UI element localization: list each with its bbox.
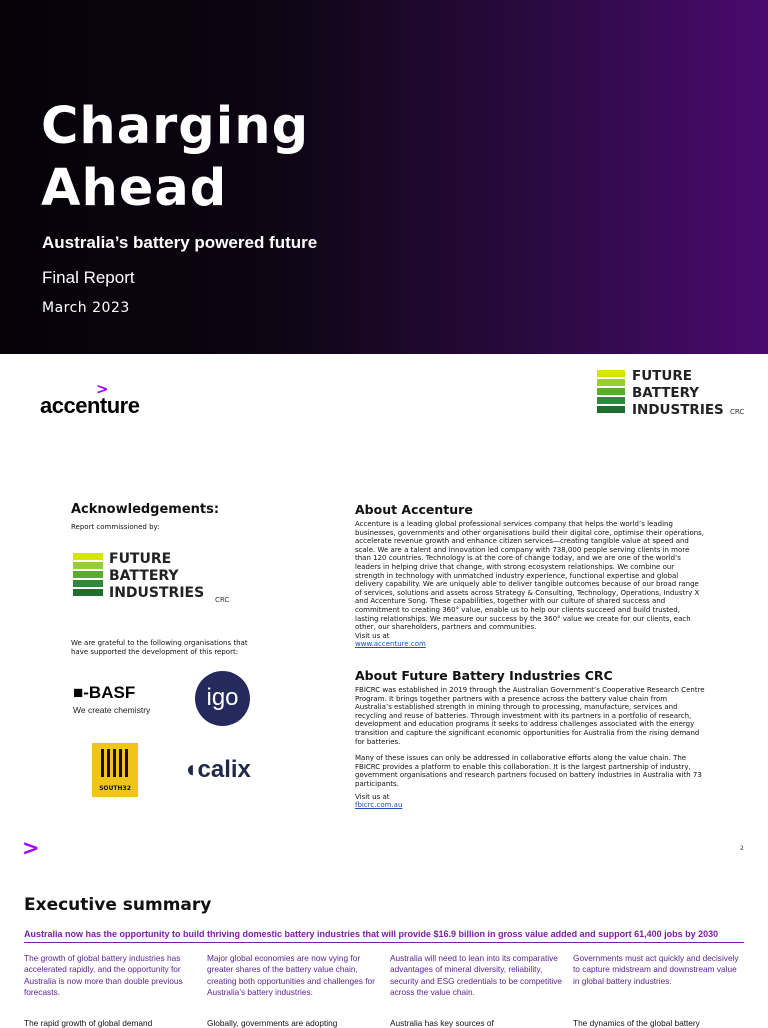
report-title: Charging Ahead: [41, 97, 310, 218]
about-accenture-visit: Visit us at: [355, 631, 390, 640]
calix-swirl-icon: ◖: [183, 756, 198, 783]
about-fbi-body: [355, 686, 705, 810]
cover-hero: [0, 0, 768, 354]
calix-wordmark: calix: [197, 756, 251, 783]
report-type: Final Report: [42, 268, 135, 287]
igo-logo: igo: [195, 671, 250, 726]
fbi-crc-label: CRC: [730, 408, 745, 416]
about-fbi-paragraph-1: FBICRC was established in 2019 through the Australian Government’s Cooperative Research Centre Program. It brings together partners with a presence across the battery value chain from Australia’s established strength in mining through to processing, manufacture, services and recycling and reuse of batteries. Through investment with its partners in a portfolio of research, development and education programs it seeks to address challenges associated with the energy transition and capture the significant economic opportunities for Australia from the rising demand for batteries.: [355, 686, 705, 746]
summary-column-1: The growth of global battery industries has accelerated rapidly, and the opportunity for Australia is now more than double previous forecasts.: [24, 953, 183, 997]
fbi-logo-large: [597, 370, 747, 420]
summary-continuation-4: The dynamics of the global battery: [573, 1018, 700, 1028]
basf-wordmark: ■-BASF: [73, 683, 136, 702]
summary-column-2: Major global economies are now vying for greater shares of the battery value chain, creating both opportunities and challenges for Australia’s battery industries.: [207, 953, 375, 997]
summary-column-3: Australia will need to lean into its comparative advantages of mineral diversity, reliability, security and ESG credentials to be competitive across the value chain.: [390, 953, 563, 997]
about-fbi-heading: About Future Battery Industries CRC: [355, 668, 613, 683]
fbi-crc-label: CRC: [215, 596, 230, 604]
fbi-line2: BATTERY: [632, 385, 700, 401]
executive-summary-title: Executive summary: [24, 895, 212, 915]
south32-logo: [92, 743, 138, 797]
basf-logo: [73, 683, 150, 715]
report-subtitle: Australia’s battery powered future: [42, 233, 318, 252]
basf-tagline: We create chemistry: [73, 705, 151, 715]
summary-continuation-1: The rapid growth of global demand: [24, 1018, 153, 1028]
about-fbi-visit: Visit us at: [355, 792, 390, 801]
about-accenture-heading: About Accenture: [355, 502, 473, 517]
accenture-chevron-icon: >: [96, 380, 109, 398]
accenture-wordmark: accenture: [40, 393, 140, 418]
about-fbi-paragraph-2: Many of these issues can only be addressed in collaborative efforts along the value chain. The FBICRC provides a platform to enable this collaboration. It is the largest partnership of industry, government organisations and research partners focused on battery industries in Australia with 73 participants.: [355, 754, 702, 788]
fbi-line3: INDUSTRIES: [109, 585, 205, 601]
fbi-line3: INDUSTRIES: [632, 402, 724, 418]
summary-column-4: Governments must act quickly and decisively to capture midstream and downstream value in global battery industries.: [573, 953, 739, 986]
divider: [24, 942, 744, 943]
south32-label: SOUTH32: [99, 785, 131, 792]
south32-grid-icon: [101, 749, 129, 777]
page-number: 2: [740, 845, 744, 852]
report-date: March 2023: [42, 300, 130, 316]
acknowledgements-heading: Acknowledgements:: [71, 502, 220, 517]
about-accenture-body: [355, 520, 705, 649]
commissioned-text: Report commissioned by:: [71, 523, 160, 531]
fbi-line1: FUTURE: [632, 368, 692, 384]
grateful-text: We are grateful to the following organisations that have supported the development of this report:: [71, 639, 248, 656]
executive-summary-lead: Australia now has the opportunity to build thriving domestic battery industries that will provide $16.9 billion in gross value added and support 61,400 jobs by 2030: [24, 929, 719, 939]
fbi-logo-small: [73, 553, 233, 603]
summary-continuation-2: Globally, governments are adopting: [207, 1018, 338, 1028]
accenture-chevron-marker-icon: >: [22, 836, 40, 860]
fbicrc-url-link[interactable]: fbicrc.com.au: [355, 801, 403, 810]
calix-logo: [183, 756, 251, 784]
about-accenture-paragraph: Accenture is a leading global professional services company that helps the world’s leading businesses, governments and other organisations build their digital core, optimise their operations, accelerate revenue growth and enhance citizen services—creating tangible value at speed and scale. We are a talent and innovation led company with 738,000 people serving clients in more than 120 countries. Technology is at the core of change today, and we are one of the world’s leaders in helping drive that change, with strong ecosystem relationships. We combine our strength in technology with unmatched industry experience, functional expertise and global delivery capability. We are uniquely able to deliver tangible outcomes because of our broad range of services, solutions and assets across Strategy & Consulting, Technology, Operations, Industry X and Accenture Song. These capabilities, together with our culture of shared success and commitment to creating 360° value, enable us to help our clients succeed and build trusted, lasting relationships. We measure our success by the 360° value we create for our clients, each other, our shareholders, partners and communities.: [355, 520, 705, 632]
summary-continuation-3: Australia has key sources of: [390, 1018, 494, 1028]
fbi-line1: FUTURE: [109, 551, 172, 567]
fbi-line2: BATTERY: [109, 568, 179, 584]
accenture-url-link[interactable]: www.accenture.com: [355, 640, 426, 649]
